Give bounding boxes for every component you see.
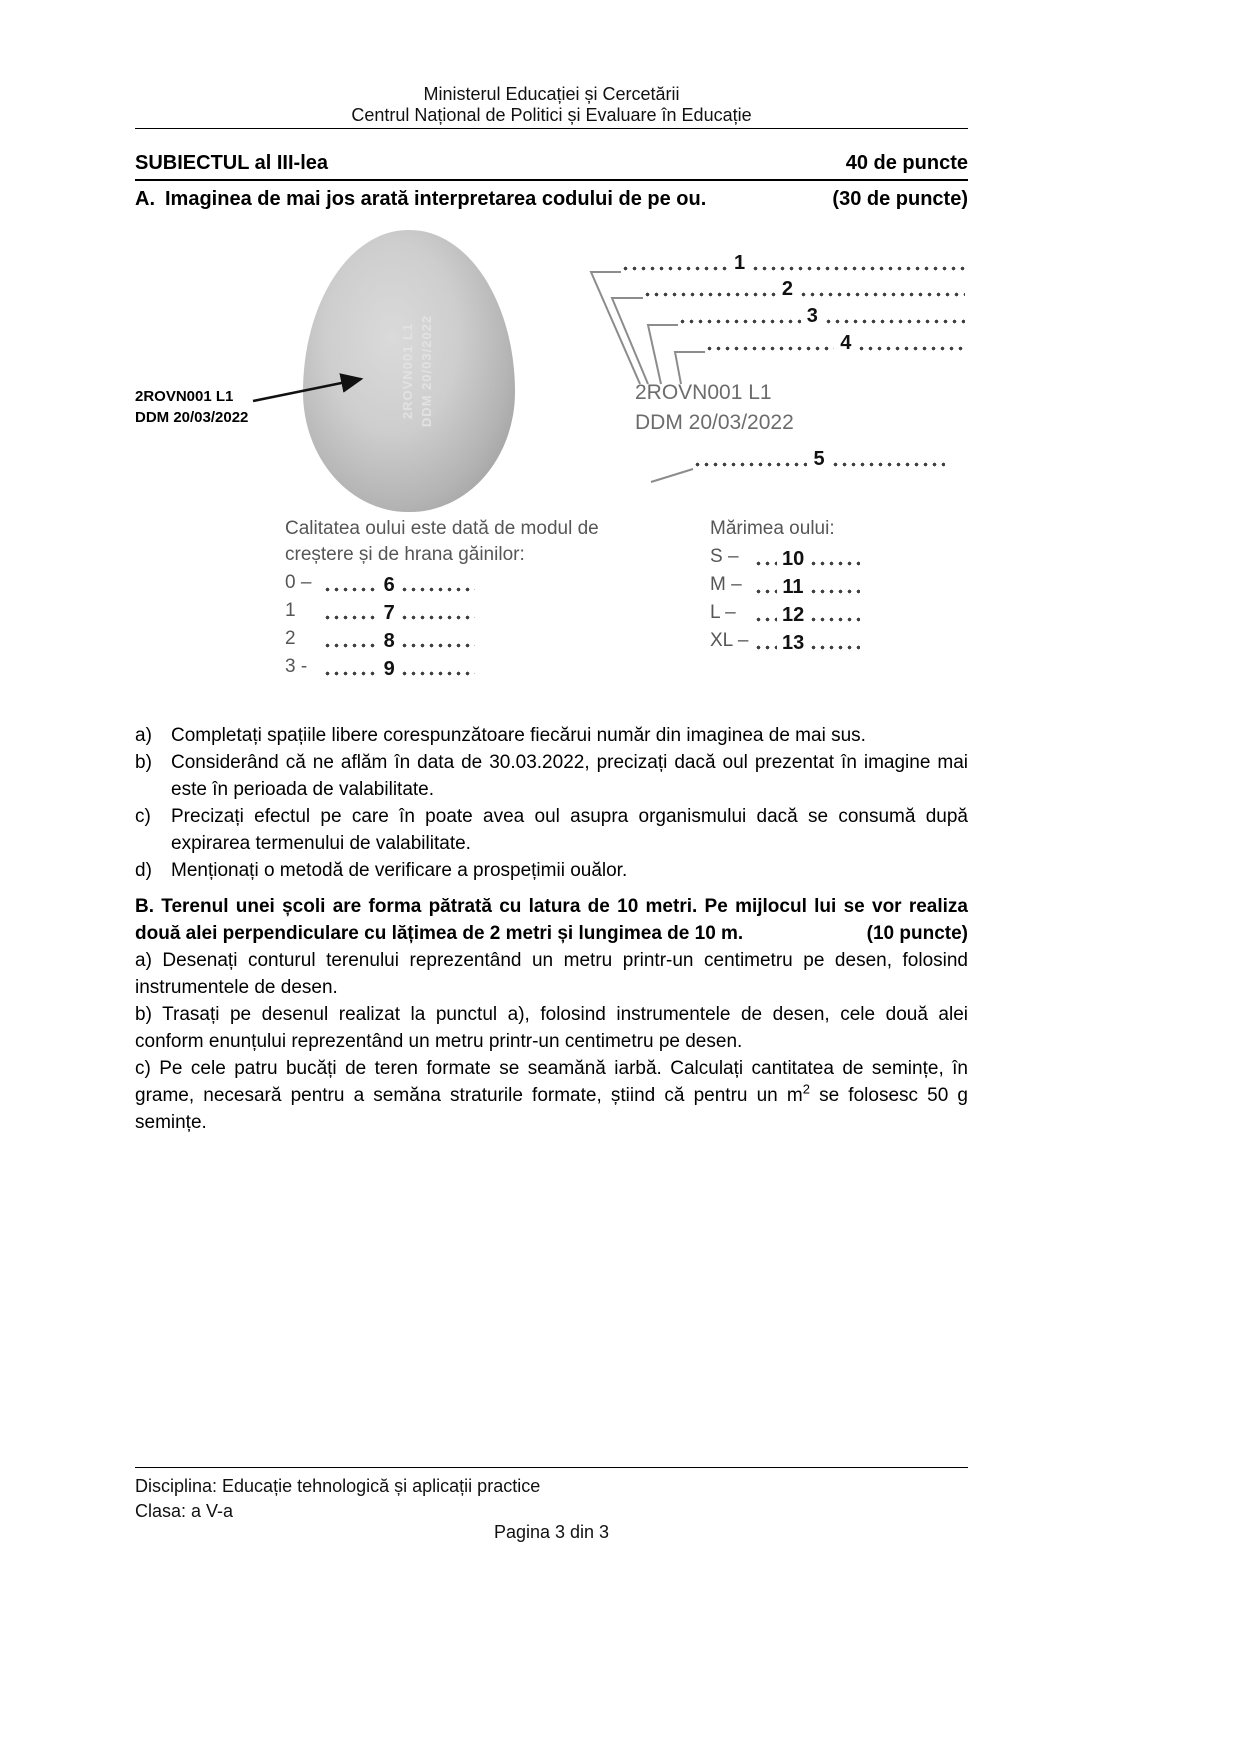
egg-code-figure (135, 228, 968, 698)
part-b-item-c (135, 1055, 968, 1136)
footer-discipline: Disciplina: Educație tehnologică și aplicații practice (135, 1476, 541, 1496)
subject-points: 40 de puncte (845, 152, 968, 174)
question-letter: b) (135, 752, 152, 773)
egg-label-line1: 2ROVN001 L1 (135, 388, 234, 405)
subject-title: SUBIECTUL al III-lea (135, 152, 329, 174)
quality-prefix: 0 – (285, 572, 312, 593)
callout-number-12: 12 (782, 604, 805, 626)
size-item-2 (710, 599, 860, 626)
diagram-code-line2: DDM 20/03/2022 (635, 411, 794, 434)
egg-printed-code (398, 315, 436, 427)
quality-item-0 (285, 569, 475, 596)
dotted-line (754, 645, 777, 650)
size-title: Mărimea oului: (710, 518, 835, 539)
question-letter: a) (135, 725, 152, 746)
question-text: Considerând că ne aflăm în data de 30.03.2022, precizați dacă oul prezentat în imagine mai este în perioada de valabilitate. (171, 752, 968, 800)
part-b-item-c-pre: c) Pe cele patru bucăți de teren formate se seamănă iarbă. Calculați cantitatea de semințe, în grame, necesară pentru a semăna straturile formate, știind că pentru un m (135, 1058, 968, 1106)
callout-number-6: 6 (383, 574, 395, 596)
question-d (135, 857, 968, 884)
part-b-item-a: a) Desenați conturul terenului reprezentând un metru printr-un centimetru pe desen, folosind instrumentele de desen. (135, 950, 968, 998)
callout-number-7: 7 (383, 602, 395, 624)
dotted-line (323, 587, 379, 592)
dotted-line (705, 346, 834, 351)
size-legend (710, 516, 955, 654)
ministry-name: Ministerul Educației și Cercetării (423, 84, 680, 104)
part-a-text: Imaginea de mai jos arată interpretarea codului de pe ou. (165, 188, 707, 210)
dotted-line (754, 561, 777, 566)
callout-number-2: 2 (781, 278, 793, 300)
dotted-line (621, 266, 728, 271)
dotted-line (400, 643, 475, 648)
dotted-line (754, 617, 777, 622)
page-number: Pagina 3 din 3 (493, 1522, 610, 1542)
callout-line-4 (705, 328, 965, 354)
callout-number-11: 11 (782, 576, 804, 598)
dotted-line (323, 671, 379, 676)
quality-title-line1: Calitatea oului este dată de modul de (285, 518, 599, 539)
dotted-line (809, 645, 860, 650)
egg-code-line1: 2ROVN001 L1 (400, 322, 416, 420)
part-b-item-c-post: se folosesc 50 g semințe. (135, 1085, 968, 1133)
size-item-3 (710, 627, 860, 654)
callout-number-10: 10 (782, 548, 805, 570)
question-text: Completați spațiile libere corespunzătoare fiecărui număr din imaginea de mai sus. (171, 725, 866, 746)
dotted-line (400, 587, 475, 592)
question-text: Precizați efectul pe care în poate avea oul asupra organismului dacă se consumă după expirarea termenului de valabilitate. (171, 806, 968, 854)
dotted-line (643, 292, 776, 297)
size-item-1 (710, 571, 860, 598)
square-meter-exponent: 2 (802, 1081, 810, 1097)
size-prefix: L – (710, 602, 736, 623)
dotted-line (857, 346, 965, 351)
dotted-line (809, 561, 860, 566)
footer-grade: Clasa: a V-a (135, 1501, 234, 1521)
footer (135, 1474, 968, 1524)
part-b-item-b: b) Trasați pe desenul realizat la punctul a), folosind instrumentele de desen, cele două alei conform enunțului reprezentând un metru printr-un centimetru pe desen. (135, 1004, 968, 1052)
part-a-points: (30 de puncte) (832, 188, 968, 210)
callout-line-2 (643, 274, 965, 300)
question-letter: d) (135, 860, 152, 881)
quality-item-1 (285, 597, 475, 624)
diagram-code-line1: 2ROVN001 L1 (635, 381, 772, 404)
part-b-section (135, 893, 968, 1136)
callout-number-1: 1 (733, 252, 746, 274)
quality-prefix: 1 (285, 600, 296, 621)
dotted-line (809, 617, 860, 622)
question-text: Menționați o metodă de verificare a prospețimii ouălor. (171, 860, 628, 881)
quality-legend (285, 516, 630, 680)
callout-number-13: 13 (782, 632, 805, 654)
footer-divider (135, 1467, 968, 1468)
size-prefix: M – (710, 574, 742, 595)
callout-number-4: 4 (840, 332, 852, 354)
part-a-label: A. (135, 188, 155, 210)
part-b-heading-text: B. Terenul unei școli are forma pătrată cu latura de 10 metri. Pe mijlocul lui se vor realiza două alei perpendiculare cu lățimea de 2 metri și lungimea de 10 m. (135, 896, 968, 944)
callout-number-8: 8 (383, 630, 395, 652)
callout-number-5: 5 (813, 448, 825, 470)
dotted-line (799, 292, 965, 297)
quality-prefix: 2 (285, 628, 296, 649)
diagram-code (635, 378, 794, 438)
dotted-line (400, 615, 475, 620)
dotted-line (831, 462, 945, 467)
quality-item-3 (285, 653, 475, 680)
size-item-0 (710, 543, 860, 570)
question-c (135, 803, 968, 857)
callout-number-9: 9 (383, 658, 395, 680)
quality-prefix: 3 - (285, 656, 308, 677)
part-b-points: (10 puncte) (866, 923, 968, 944)
question-letter: c) (135, 806, 151, 827)
part-b-heading (135, 893, 968, 947)
egg-image (303, 230, 515, 512)
question-a (135, 722, 968, 749)
dotted-line (824, 319, 965, 324)
callout-number-3: 3 (806, 305, 818, 327)
part-a-statement (135, 188, 706, 211)
egg-label-line2: DDM 20/03/2022 (135, 409, 249, 426)
quality-item-2 (285, 625, 475, 652)
questions-part-a (135, 722, 968, 884)
question-b (135, 749, 968, 803)
dotted-line (693, 462, 807, 467)
dotted-line (400, 671, 475, 676)
dotted-line (751, 266, 965, 271)
subject-title-row (135, 152, 968, 181)
callout-line-1 (621, 248, 965, 274)
dotted-line (754, 589, 777, 594)
quality-title-line2: creștere și de hrana găinilor: (285, 544, 525, 565)
callout-line-3 (678, 301, 965, 327)
header-divider (135, 128, 968, 129)
callout-line-5 (693, 444, 945, 470)
ministry-header (135, 84, 968, 126)
quality-title (285, 516, 630, 568)
center-name: Centrul Național de Politici și Evaluare în Educație (351, 105, 752, 125)
dotted-line (809, 589, 860, 594)
size-prefix: S – (710, 546, 739, 567)
dotted-line (323, 615, 379, 620)
part-a-row (135, 188, 968, 211)
size-prefix: XL – (710, 630, 749, 651)
dotted-line (323, 643, 379, 648)
dotted-line (678, 319, 801, 324)
egg-code-label (135, 386, 248, 428)
egg-code-line2: DDM 20/03/2022 (419, 314, 435, 428)
